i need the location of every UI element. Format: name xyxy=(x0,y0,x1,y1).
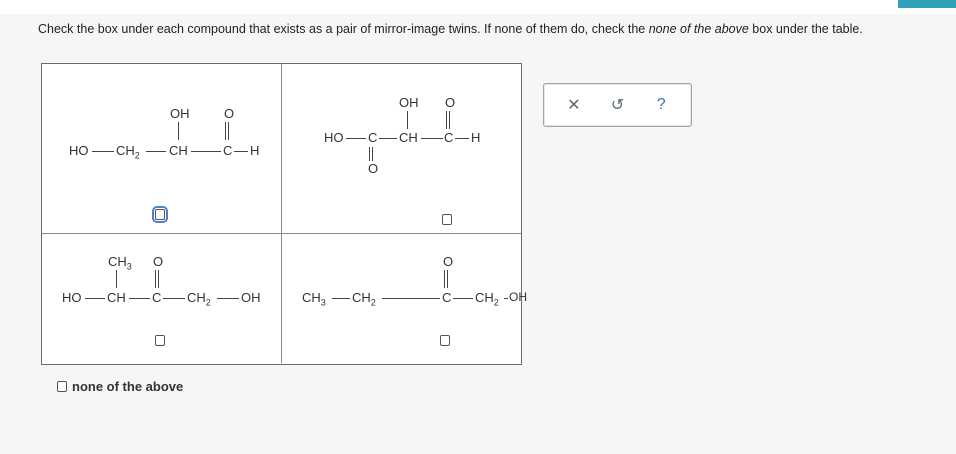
c2-o-top: O xyxy=(445,95,456,110)
c3-bond-3 xyxy=(163,298,185,299)
c3-oh: OH xyxy=(241,290,261,305)
c3-ch2 xyxy=(187,290,211,308)
c2-ch: CH xyxy=(399,130,418,145)
c4-ch2a xyxy=(352,290,376,308)
c2-ho: HO xyxy=(324,130,344,145)
compound-4-checkbox[interactable] xyxy=(440,335,450,346)
c1-oh: OH xyxy=(170,106,190,121)
c4-bond-co xyxy=(444,270,448,288)
compound-2-structure xyxy=(282,64,521,234)
none-of-the-above-label: none of the above xyxy=(72,379,184,394)
accent-bar xyxy=(898,0,956,8)
c4-bond-4 xyxy=(504,298,508,299)
c3-bond-2 xyxy=(129,298,150,299)
c3-c: C xyxy=(152,290,162,305)
c2-bond-oh xyxy=(407,111,408,129)
c3-bond-4 xyxy=(217,298,239,299)
clear-icon[interactable]: ✕ xyxy=(567,97,581,114)
c4-ch2a-sub: 2 xyxy=(370,297,376,308)
none-of-the-above-checkbox[interactable] xyxy=(57,381,67,392)
c2-oh: OH xyxy=(399,95,419,110)
c1-c: C xyxy=(223,143,233,158)
c2-c1: C xyxy=(368,130,378,145)
c3-o: O xyxy=(153,254,164,269)
c1-ch: CH xyxy=(169,143,188,158)
c1-bond-2 xyxy=(146,151,166,152)
c4-o: O xyxy=(443,254,454,269)
c4-ch2a-text: CH xyxy=(352,290,371,305)
help-icon[interactable]: ? xyxy=(656,96,666,113)
c4-bond-3 xyxy=(453,298,473,299)
compound-cell-2 xyxy=(282,64,521,234)
c1-bond-4 xyxy=(234,151,248,152)
c1-ch2 xyxy=(116,143,140,161)
compound-cell-3 xyxy=(42,234,282,363)
compound-2-checkbox[interactable] xyxy=(442,214,452,225)
none-of-the-above-row[interactable] xyxy=(57,379,183,394)
c2-bond-1 xyxy=(346,138,366,139)
c4-ch3-sub: 3 xyxy=(320,297,326,308)
prompt-emphasis: none of the above xyxy=(648,22,749,36)
c4-ch2b-sub: 2 xyxy=(493,297,499,308)
c3-ch3-text: CH xyxy=(108,254,127,269)
compound-3-checkbox[interactable] xyxy=(155,335,165,346)
c3-bond-co xyxy=(155,270,159,288)
prompt-lead: Check the box under each compound that exists as a pair of mirror-image twins. If none of them do, check the xyxy=(38,22,649,36)
c2-o-bottom: O xyxy=(368,161,379,176)
undo-icon[interactable]: ↺ xyxy=(610,97,625,114)
c2-c2: C xyxy=(444,130,454,145)
c1-ho: HO xyxy=(69,143,89,158)
c2-bond-2 xyxy=(379,138,397,139)
c1-bond-co xyxy=(225,122,229,140)
c1-bond-1 xyxy=(92,151,114,152)
c3-ch: CH xyxy=(107,290,126,305)
c1-o: O xyxy=(224,106,235,121)
c2-bond-co-top xyxy=(446,111,450,129)
c4-ch3-text: CH xyxy=(302,290,321,305)
c4-ch2b-text: CH xyxy=(475,290,494,305)
c1-ch2-text: CH xyxy=(116,143,135,158)
compound-cell-4 xyxy=(282,234,527,363)
compound-cell-1 xyxy=(42,64,282,234)
c3-ho: HO xyxy=(62,290,82,305)
c4-oh: OH xyxy=(509,290,527,304)
c4-bond-2 xyxy=(382,298,440,299)
c3-ch2-text: CH xyxy=(187,290,206,305)
c4-ch3 xyxy=(302,290,326,308)
c3-ch3-sub: 3 xyxy=(126,261,132,272)
c4-c: C xyxy=(442,290,452,305)
c3-bond-ch3 xyxy=(116,270,117,288)
question-prompt xyxy=(38,22,943,36)
top-strip xyxy=(0,0,956,14)
c1-bond-3 xyxy=(191,151,221,152)
c2-bond-4 xyxy=(455,138,469,139)
compound-4-structure xyxy=(282,234,527,363)
c2-bond-3 xyxy=(421,138,443,139)
compound-table xyxy=(41,63,527,365)
c2-bond-co-bottom xyxy=(369,147,373,161)
c4-bond-1 xyxy=(332,298,350,299)
c4-ch2b xyxy=(475,290,499,308)
compound-1-checkbox[interactable] xyxy=(155,209,165,220)
prompt-tail: box under the table. xyxy=(748,22,863,36)
c3-ch3 xyxy=(108,254,132,272)
c1-ch2-sub: 2 xyxy=(134,150,140,161)
c2-h: H xyxy=(471,130,481,145)
answer-toolbar xyxy=(543,83,692,127)
c3-ch2-sub: 2 xyxy=(205,297,211,308)
c1-bond-oh xyxy=(178,122,179,140)
c3-bond-1 xyxy=(85,298,105,299)
c1-h: H xyxy=(250,143,260,158)
